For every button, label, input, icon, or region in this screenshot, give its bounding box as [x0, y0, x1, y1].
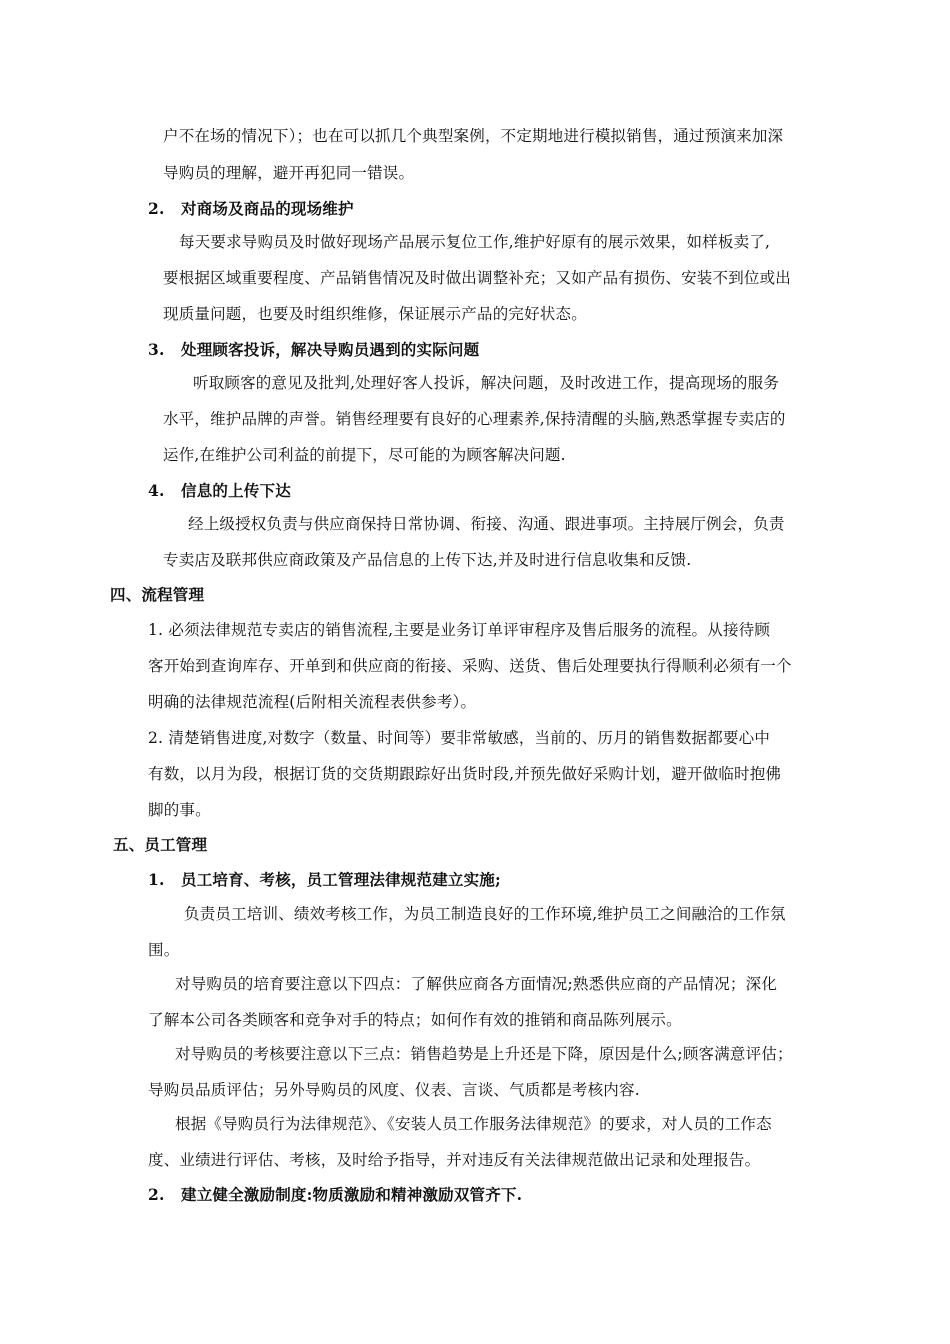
paragraph-line: 现质量问题，也要及时组织维修，保证展示产品的完好状态。 — [163, 305, 587, 323]
item-heading-4 — [148, 481, 291, 501]
item-heading-3 — [148, 340, 479, 360]
paragraph-line: 水平，维护品牌的声誉。销售经理要有良好的心理素养,保持清醒的头脑,熟悉掌握专卖店的 — [163, 410, 786, 428]
paragraph-line: 负责员工培训、绩效考核工作，为员工制造良好的工作环境,维护员工之间融洽的工作氛 — [184, 905, 786, 923]
section-heading-4: 四、流程管理 — [110, 585, 205, 604]
item-heading-5-2 — [148, 1185, 522, 1205]
paragraph-line: 客开始到查询库存、开单到和供应商的衔接、采购、送货、售后处理要执行得顺利必须有一个 — [148, 657, 792, 675]
paragraph-line: 有数，以月为段，根据订货的交货期跟踪好出货时段,并预先做好采购计划，避开做临时抱佛 — [148, 765, 782, 783]
section-heading-5: 五、员工管理 — [113, 835, 208, 854]
item-number: 2. — [148, 199, 165, 218]
paragraph-line: 听取顾客的意见及批判,处理好客人投诉，解决问题，及时改进工作，提高现场的服务 — [193, 374, 780, 392]
item-title: 处理顾客投诉，解决导购员遇到的实际问题 — [181, 340, 480, 359]
paragraph-line: 脚的事。 — [148, 801, 211, 819]
paragraph-line: 度、业绩进行评估、考核，及时给予指导，并对违反有关法律规范做出记录和处理报告。 — [148, 1151, 761, 1169]
item-title: 对商场及商品的现场维护 — [181, 199, 354, 218]
paragraph-line: 围。 — [148, 941, 180, 959]
item-heading-5-1 — [148, 870, 501, 890]
paragraph-line: 对导购员的培育要注意以下四点：了解供应商各方面情况;熟悉供应商的产品情况；深化 — [175, 975, 778, 993]
paragraph-line: 导购员的理解，避开再犯同一错误。 — [163, 164, 415, 182]
item-title: 员工培育、考核，员工管理法律规范建立实施; — [181, 870, 501, 889]
item-number: 4. — [148, 481, 165, 500]
paragraph-line: 要根据区域重要程度、产品销售情况及时做出调整补充；又如产品有损伤、安装不到位或出 — [163, 269, 792, 287]
paragraph-line: 明确的法律规范流程(后附相关流程表供参考）。 — [148, 693, 477, 711]
paragraph-line: 导购员品质评估；另外导购员的风度、仪表、言谈、气质都是考核内容. — [148, 1081, 640, 1099]
item-heading-2 — [148, 199, 354, 219]
paragraph-line: 专卖店及联邦供应商政策及产品信息的上传下达,并及时进行信息收集和反馈. — [163, 551, 692, 569]
item-number: 1. — [148, 870, 165, 889]
paragraph-line: 2. 清楚销售进度,对数字（数量、时间等）要非常敏感，当前的、历月的销售数据都要心中 — [148, 729, 771, 747]
paragraph-line: 经上级授权负责与供应商保持日常协调、衔接、沟通、跟进事项。主持展厅例会，负责 — [188, 515, 785, 533]
paragraph-line: 1. 必须法律规范专卖店的销售流程,主要是业务订单评审程序及售后服务的流程。从接待顾 — [148, 621, 771, 639]
item-title: 信息的上传下达 — [181, 481, 291, 500]
paragraph-line: 根据《导购员行为法律规范》、《安装人员工作服务法律规范》的要求，对人员的工作态 — [175, 1115, 772, 1133]
paragraph-line: 户不在场的情况下）；也在可以抓几个典型案例，不定期地进行模拟销售，通过预演来加深 — [163, 127, 784, 145]
paragraph-line: 对导购员的考核要注意以下三点：销售趋势是上升还是下降，原因是什么;顾客满意评估； — [175, 1045, 793, 1063]
paragraph-line: 运作,在维护公司利益的前提下，尽可能的为顾客解决问题. — [163, 446, 566, 464]
paragraph-line: 每天要求导购员及时做好现场产品展示复位工作,维护好原有的展示效果，如样板卖了, — [179, 233, 771, 251]
item-title: 建立健全激励制度:物质激励和精神激励双管齐下. — [181, 1185, 523, 1204]
paragraph-line: 了解本公司各类顾客和竞争对手的特点；如何作有效的推销和商品陈列展示。 — [148, 1011, 682, 1029]
item-number: 2. — [148, 1185, 165, 1204]
item-number: 3. — [148, 340, 165, 359]
